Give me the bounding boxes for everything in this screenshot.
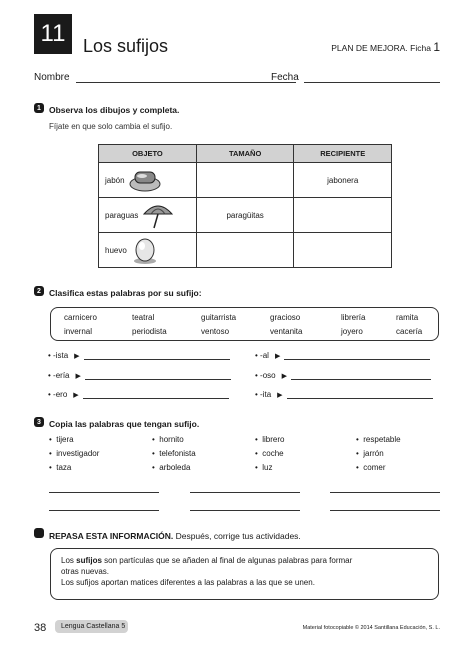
list-item: • arboleda: [152, 463, 191, 472]
list-item: • comer: [356, 463, 386, 472]
list-word: librero: [262, 435, 285, 444]
object-label: paraguas: [105, 210, 139, 220]
soap-icon: [128, 167, 162, 193]
cell-recipiente[interactable]: jabonera: [294, 163, 392, 198]
arrow-right-icon: ▶: [73, 391, 79, 399]
cell-tamano[interactable]: [196, 163, 294, 198]
bullet: •: [48, 390, 51, 399]
table-header-row: [99, 145, 392, 163]
word-column-3: [255, 435, 284, 477]
bullet: •: [48, 371, 51, 380]
list-item: • coche: [255, 449, 284, 458]
word: teatral: [132, 313, 155, 322]
word-column-4: [356, 435, 401, 477]
plan-number: 1: [433, 40, 440, 54]
bullet: •: [255, 351, 258, 360]
table-row: [99, 163, 392, 198]
list-word: jarrón: [363, 449, 384, 458]
review-badge: [34, 528, 44, 538]
word: joyero: [341, 327, 363, 336]
list-item: • luz: [255, 463, 273, 472]
suffix-label: -al: [260, 351, 269, 360]
suffix-label: -ería: [53, 371, 70, 380]
list-item: • telefonista: [152, 449, 196, 458]
list-word: coche: [262, 449, 284, 458]
word: invernal: [64, 327, 93, 336]
exercise-1-heading: Observa los dibujos y completa.: [49, 105, 180, 115]
col-header-recipiente: RECIPIENTE: [294, 145, 392, 163]
plan-text: PLAN DE MEJORA. Ficha: [331, 43, 431, 53]
info-text: Los: [61, 556, 77, 565]
list-item: • hornito: [152, 435, 184, 444]
answer-line[interactable]: [291, 372, 431, 380]
suffix-label: -oso: [260, 371, 276, 380]
suffix-label: -ero: [53, 390, 68, 399]
answer-line[interactable]: [330, 510, 440, 511]
exercise-2-badge: 2: [34, 286, 44, 296]
list-word: comer: [363, 463, 386, 472]
object-label: huevo: [105, 245, 127, 255]
list-word: luz: [262, 463, 273, 472]
word: periodista: [132, 327, 167, 336]
list-item: • taza: [49, 463, 72, 472]
egg-icon: [130, 235, 160, 265]
arrow-right-icon: ▶: [277, 391, 283, 399]
suffix-row: [255, 351, 430, 360]
unit-number-box: [34, 14, 72, 54]
suffix-table: [98, 144, 392, 268]
review-heading-bold: REPASA ESTA INFORMACIÓN.: [49, 531, 174, 541]
word: guitarrista: [201, 313, 237, 322]
answer-line[interactable]: [190, 492, 300, 493]
suffix-label: -ista: [53, 351, 69, 360]
answer-line[interactable]: [49, 492, 159, 493]
list-item: • tijera: [49, 435, 74, 444]
object-label: jabón: [105, 175, 125, 185]
word: ventoso: [201, 327, 230, 336]
cell-tamano[interactable]: [196, 233, 294, 268]
list-item: • jarrón: [356, 449, 384, 458]
exercise-3-heading: Copia las palabras que tengan sufijo.: [49, 419, 200, 429]
bullet: •: [255, 390, 258, 399]
answer-line[interactable]: [190, 510, 300, 511]
umbrella-icon: [141, 200, 175, 230]
list-item: • investigador: [49, 449, 100, 458]
cell-object: [99, 198, 197, 233]
word: cacería: [396, 327, 423, 336]
name-field[interactable]: [76, 82, 296, 83]
answer-line[interactable]: [287, 391, 433, 399]
table-row: [99, 198, 392, 233]
bullet: •: [255, 371, 258, 380]
word: librería: [341, 313, 366, 322]
info-bold: sufijos: [76, 556, 102, 565]
word-bank: [50, 307, 439, 341]
exercise-3-badge: 3: [34, 417, 44, 427]
arrow-right-icon: ▶: [74, 352, 80, 360]
table-row: [99, 233, 392, 268]
cell-object: [99, 163, 197, 198]
answer-line[interactable]: [83, 391, 229, 399]
suffix-row: [48, 351, 230, 360]
answer-line[interactable]: [49, 510, 159, 511]
suffix-label: -ita: [260, 390, 272, 399]
cell-tamano[interactable]: paragüitas: [196, 198, 294, 233]
date-field[interactable]: [304, 82, 440, 83]
cell-object: [99, 233, 197, 268]
word: ramita: [396, 313, 419, 322]
info-box: [50, 548, 439, 600]
exercise-2-heading: Clasifica estas palabras por su sufijo:: [49, 288, 202, 298]
word: gracioso: [270, 313, 301, 322]
word: carnicero: [64, 313, 97, 322]
col-header-objeto: OBJETO: [99, 145, 197, 163]
word-column-2: [152, 435, 196, 477]
list-word: telefonista: [159, 449, 196, 458]
info-line-3: Los sufijos aportan matices diferentes a las palabras a las que se unen.: [61, 578, 315, 587]
page-title: Los sufijos: [83, 36, 169, 56]
plan-label: [331, 40, 440, 54]
page-number: 38: [34, 622, 47, 634]
review-heading-rest: Después, corrige tus actividades.: [175, 531, 301, 541]
list-word: hornito: [159, 435, 184, 444]
suffix-row: [255, 371, 431, 380]
arrow-right-icon: ▶: [274, 352, 281, 360]
review-heading: [49, 531, 301, 541]
unit-number: 11: [40, 20, 66, 47]
list-word: respetable: [363, 435, 401, 444]
cell-recipiente[interactable]: [294, 198, 392, 233]
book-tag: Lengua Castellana 5: [55, 620, 128, 633]
suffix-row: [48, 390, 229, 399]
exercise-1-instruction: Fíjate en que solo cambia el sufijo.: [49, 122, 173, 131]
student-info-row: [34, 72, 440, 86]
date-label: Fecha: [271, 72, 299, 83]
list-item: • respetable: [356, 435, 401, 444]
suffix-row: [255, 390, 433, 399]
info-line-2: otras nuevas.: [61, 567, 110, 576]
list-word: tijera: [56, 435, 74, 444]
info-text: son partículas que se añaden al final de algunas palabras para formar: [101, 556, 353, 565]
cell-recipiente[interactable]: [294, 233, 392, 268]
answer-line[interactable]: [330, 492, 440, 493]
bullet: •: [48, 351, 51, 360]
info-line-1: [61, 555, 428, 566]
answer-line[interactable]: [85, 372, 231, 380]
name-label: Nombre: [34, 72, 70, 83]
answer-line[interactable]: [284, 352, 430, 360]
list-word: arboleda: [159, 463, 191, 472]
word-column-1: [49, 435, 99, 477]
exercise-1-badge: 1: [34, 103, 44, 113]
suffix-row: [48, 371, 231, 380]
list-item: • librero: [255, 435, 285, 444]
list-word: taza: [56, 463, 72, 472]
copyright: Material fotocopiable © 2014 Santillana Educación, S. L.: [302, 625, 440, 631]
answer-line[interactable]: [84, 352, 230, 360]
arrow-right-icon: ▶: [281, 372, 287, 380]
arrow-right-icon: ▶: [75, 372, 81, 380]
list-word: investigador: [56, 449, 100, 458]
col-header-tamano: TAMAÑO: [196, 145, 294, 163]
word: ventanita: [270, 327, 303, 336]
